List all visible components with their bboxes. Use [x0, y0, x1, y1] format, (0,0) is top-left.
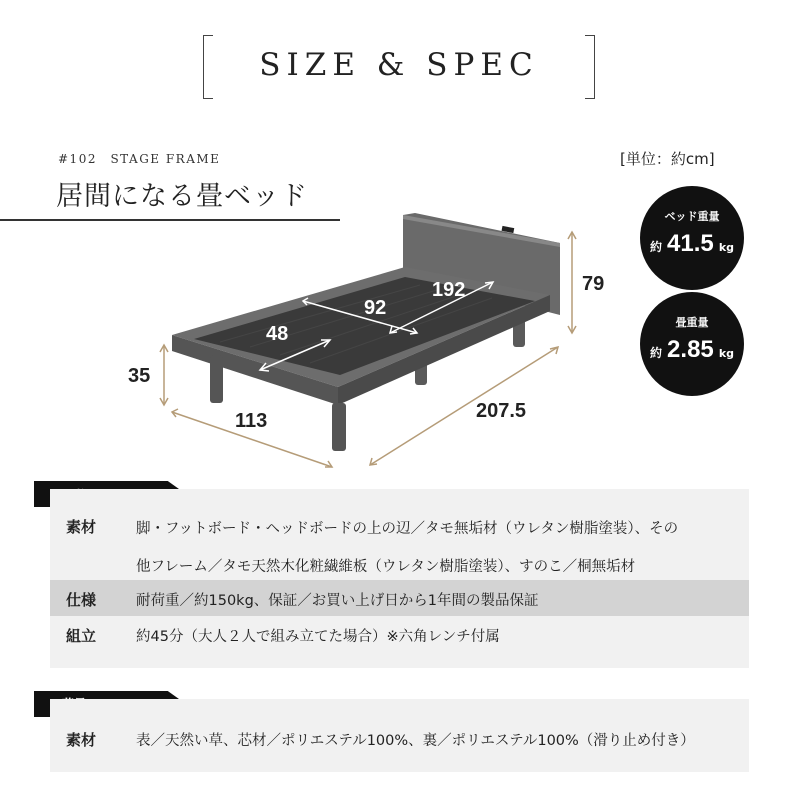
spec-panel-bed-frame: [50, 489, 749, 668]
bed-weight-number: 41.5: [667, 230, 714, 257]
tatami-weight-value: [640, 336, 744, 364]
spec-value-material-line2: 他フレーム／タモ天然木化粧繊維板（ウレタン樹脂塗装）、すのこ／桐無垢材: [136, 559, 636, 575]
tatami-weight-badge: [640, 292, 744, 396]
tatami-weight-label: 畳重量: [675, 316, 709, 329]
spec-value-assembly: 約45分（大人２人で組み立てた場合）※六角レンチ付属: [136, 629, 500, 645]
dim-width-half: 48: [266, 323, 289, 345]
dim-width-inner: 92: [364, 297, 387, 319]
spec-label-tatami-material: 素材: [66, 731, 97, 749]
bed-drawing: [120, 205, 620, 480]
spec-value-tatami-material: 表／天然い草、芯材／ポリエステル100%、裏／ポリエステル100%（滑り止め付き）: [136, 733, 695, 749]
tatami-weight-approx: 約: [649, 346, 662, 360]
right-bracket: [585, 35, 595, 99]
section-title-frame: [203, 35, 595, 97]
tatami-weight-unit: kg: [718, 347, 735, 360]
catchphrase: 居間になる畳ベッド: [56, 181, 308, 212]
spec-label-assembly: 組立: [66, 627, 97, 645]
bed-weight-label: ベッド重量: [664, 210, 720, 223]
spec-panel-tatami: [50, 699, 749, 772]
unit-note: [単位：約cm]: [620, 150, 715, 168]
dim-leg-height: 35: [128, 365, 151, 387]
bed-illustration: [120, 205, 620, 480]
dim-outer-length: 207.5: [476, 400, 527, 422]
dim-outer-width: 113: [235, 410, 268, 432]
spec-label-material: 素材: [66, 518, 97, 536]
page-title: SIZE & SPEC: [259, 47, 539, 83]
tatami-weight-number: 2.85: [667, 336, 714, 363]
spec-row-material: [50, 507, 749, 577]
spec-value-spec: 耐荷重／約150kg、保証／お買い上げ日から1年間の製品保証: [136, 593, 539, 609]
spec-value-material-line1: 脚・フットボード・ヘッドボードの上の辺／タモ無垢材（ウレタン樹脂塗装）、その: [136, 521, 679, 537]
spec-row-tatami-material: [50, 721, 749, 761]
model-name: #102 STAGE FRAME: [58, 152, 221, 166]
spec-label-spec: 仕様: [66, 591, 97, 609]
bed-weight-badge: [640, 186, 744, 290]
bed-weight-approx: 約: [649, 240, 662, 254]
spec-row-assembly: [50, 617, 749, 653]
dim-headboard-height: 79: [582, 273, 605, 295]
bed-weight-unit: kg: [718, 241, 735, 254]
dim-length-inner: 192: [432, 279, 466, 301]
spec-row-spec: [50, 580, 749, 616]
bed-weight-value: [640, 230, 744, 258]
